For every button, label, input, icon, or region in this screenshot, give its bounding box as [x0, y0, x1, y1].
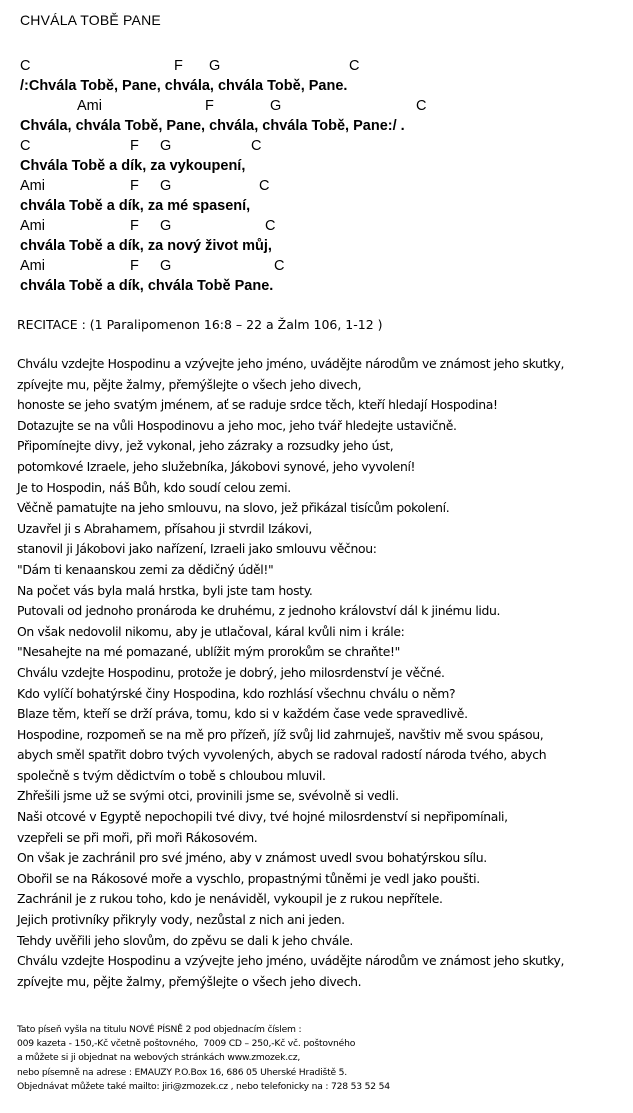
recitation-line: potomkové Izraele, jeho služebníka, Jákobovi synové, jeho vyvolení! [17, 458, 416, 474]
chord: F [130, 138, 139, 154]
lyric-line [20, 236, 272, 256]
chord: C [274, 258, 285, 274]
chord: Ami [20, 258, 45, 274]
recitation-line: zpívejte mu, pějte žalmy, přemýšlejte o všech jeho divech, [17, 376, 362, 392]
footer-line: Objednávat můžete také mailto: jiri@zmozek.cz , nebo telefonicky na : 728 53 52 54 [17, 1080, 390, 1092]
recitation-line: Připomínejte divy, jež vykonal, jeho zázraky a rozsudky jeho úst, [17, 438, 394, 454]
chord: Ami [20, 178, 45, 194]
recitation-line: Blaze těm, kteří se drží práva, tomu, kdo si v každém čase vede spravedlivě. [17, 706, 468, 722]
recitation-line: Naši otcové v Egyptě nepochopili tvé divy, tvé hojné milosrdenství si nepřipomínali, [17, 809, 508, 825]
song-title: CHVÁLA TOBĚ PANE [20, 12, 161, 28]
chord: F [130, 178, 139, 194]
chord: G [270, 98, 282, 114]
recitation-line: Obořil se na Rákosové moře a vyschlo, propastnými tůněmi je vedl jako poušti. [17, 870, 480, 886]
recitation-line: honoste se jeho svatým jménem, ať se raduje srdce těch, kteří hledají Hospodina! [17, 397, 498, 413]
chord: G [160, 218, 172, 234]
chord: C [20, 58, 31, 74]
chord: C [251, 138, 262, 154]
recitation-heading: RECITACE : (1 Paralipomenon 16:8 – 22 a Žalm 106, 1-12 ) [17, 317, 383, 332]
chord: G [160, 258, 172, 274]
lyric-line [20, 116, 405, 136]
lyric-text: chvála Tobě a dík, za mé spasení, [20, 198, 251, 214]
song-block [20, 56, 427, 296]
chord: C [416, 98, 427, 114]
recitation-line: Zhřešili jsme už se svými otci, provinili jsme se, svévolně si vedli. [17, 788, 399, 804]
recitation-line: Kdo vylíčí bohatýrské činy Hospodina, kdo rozhlásí všechnu chválu o něm? [17, 685, 456, 701]
recitation-line: "Dám ti kenaanskou zemi za dědičný úděl!" [17, 561, 274, 577]
recitation-line: Jejich protivníky přikryly vody, nezůstal z nich ani jeden. [17, 912, 345, 928]
chord: C [265, 218, 276, 234]
chord-line [20, 216, 276, 236]
chord: Ami [77, 98, 102, 114]
recitation-line: Putovali od jednoho pronároda ke druhému, z jednoho království dál k jinému lidu. [17, 603, 501, 619]
lyric-text: chvála Tobě a dík, za nový život můj, [20, 238, 272, 254]
lyric-text: chvála Tobě a dík, chvála Tobě Pane. [20, 278, 274, 294]
recitation-line: stanovil ji Jákobovi jako nařízení, Izraeli jako smlouvu věčnou: [17, 541, 377, 557]
lyric-line [20, 156, 246, 176]
lyric-line [20, 276, 274, 296]
chord: F [130, 218, 139, 234]
recitation-line: vzepřeli se při moři, při moři Rákosovém. [17, 829, 258, 845]
footer-line: Tato píseň vyšla na titulu NOVÉ PÍSNĚ 2 pod objednacím číslem : [17, 1024, 302, 1035]
lyric-line [20, 76, 348, 96]
recitation-line: Chválu vzdejte Hospodinu a vzývejte jeho jméno, uvádějte národům ve známost jeho skutky, [17, 356, 565, 371]
chord-line [20, 56, 360, 76]
lyric-text: Chvála Tobě a dík, za vykoupení, [20, 158, 246, 174]
recitation-line: On však nedovolil nikomu, aby je utlačoval, káral kvůli nim i krále: [17, 623, 405, 639]
recitation-line: abych směl spatřit dobro tvých vyvolených, abych se radoval radostí národa tvého, abych [17, 747, 547, 763]
footer-line: nebo písemně na adrese : EMAUZY P.O.Box 16, 686 05 Uherské Hradiště 5. [17, 1066, 348, 1078]
recitation-line: Tehdy uvěřili jeho slovům, do zpěvu se dali k jeho chvále. [17, 932, 353, 948]
footer-note [17, 1023, 390, 1094]
chord: C [349, 58, 360, 74]
chord-line [20, 256, 285, 276]
chord: F [205, 98, 214, 114]
lyric-line [20, 196, 251, 216]
recitation-line: Zachránil je z rukou toho, kdo je nenáviděl, vykoupil je z rukou nepřítele. [17, 891, 443, 907]
lyric-text: Chvála, chvála Tobě, Pane, chvála, chvála Tobě, Pane:/ . [20, 118, 405, 134]
recitation-line: Dotazujte se na vůli Hospodinovu a jeho moc, jeho tvář hledejte ustavičně. [17, 417, 457, 433]
chord-line [20, 96, 427, 116]
recitation-line: Chválu vzdejte Hospodinu a vzývejte jeho jméno, uvádějte národům ve známost jeho skutky, [17, 953, 565, 969]
recitation-line: On však je zachránil pro své jméno, aby v známost uvedl svou bohatýrskou sílu. [17, 850, 487, 866]
chord-line [20, 136, 262, 156]
recitation-line: Je to Hospodin, náš Bůh, kdo soudí celou zemi. [17, 479, 291, 495]
recitation-line: zpívejte mu, pějte žalmy, přemýšlejte o všech jeho divech. [17, 973, 362, 989]
recitation-text [17, 354, 564, 992]
chord-line [20, 176, 270, 196]
chord: C [259, 178, 270, 194]
recitation-line: Uzavřel ji s Abrahamem, přísahou ji stvrdil Izákovi, [17, 520, 312, 536]
recitation-line: Věčně pamatujte na jeho smlouvu, na slovo, jež přikázal tisícům pokolení. [17, 500, 450, 516]
chord: G [209, 58, 221, 74]
chord: C [20, 138, 31, 154]
chord: G [160, 138, 172, 154]
recitation-line: "Nesahejte na mé pomazané, ublížit mým prorokům se chraňte!" [17, 644, 401, 660]
recitation-line: Na počet vás byla malá hrstka, byli jste tam hosty. [17, 582, 313, 598]
recitation-line: Chválu vzdejte Hospodinu, protože je dobrý, jeho milosrdenství je věčné. [17, 664, 445, 680]
recitation-line: společně s tvým dědictvím o tobě s chloubou mluvil. [17, 767, 326, 783]
recitation-line: Hospodine, rozpomeň se na mě pro přízeň, jíž svůj lid zahrnuješ, navštiv mě svou spásou, [17, 726, 544, 742]
footer-line: a můžete si ji objednat na webových stránkách www.zmozek.cz, [17, 1052, 301, 1064]
chord: G [160, 178, 172, 194]
chord: F [130, 258, 139, 274]
chord: Ami [20, 218, 45, 234]
footer-line: 009 kazeta - 150,-Kč včetně poštovného, 7009 CD – 250,-Kč vč. poštovného [17, 1038, 356, 1050]
chord: F [174, 58, 183, 74]
lyric-text: /:Chvála Tobě, Pane, chvála, chvála Tobě, Pane. [20, 78, 348, 94]
